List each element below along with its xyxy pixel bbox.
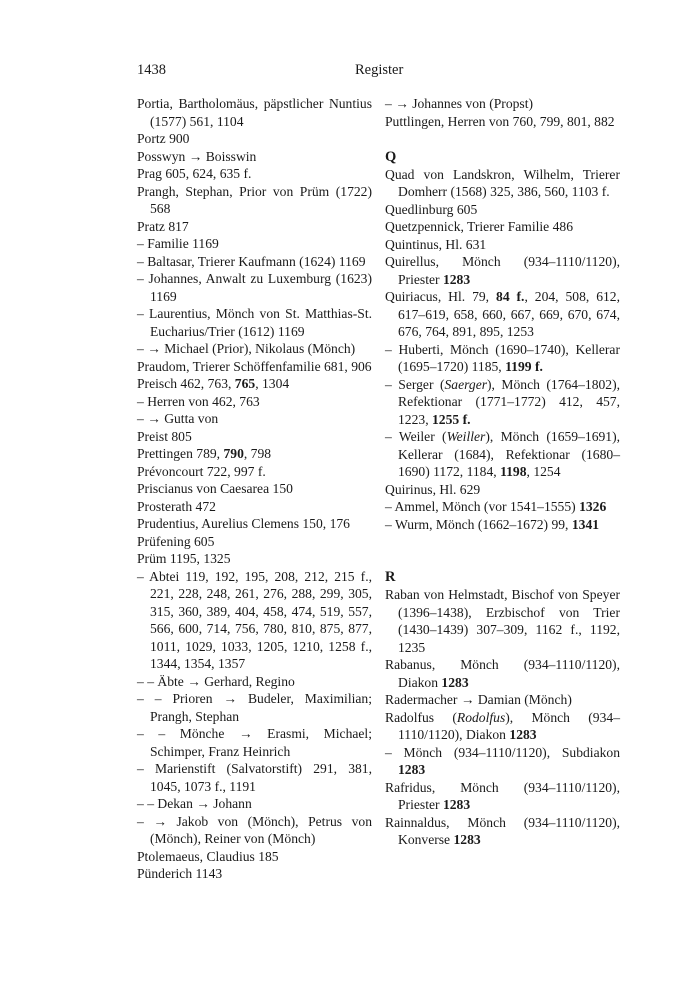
index-entry: Portz 900 — [137, 131, 190, 146]
index-entry: – Baltasar, Trierer Kaufmann (1624) 1169 — [137, 253, 366, 269]
index-entry: Praudom, Trierer Schöffenfamilie 681, 906 — [137, 358, 372, 374]
index-entry: Quirinus, Hl. 629 — [385, 481, 481, 497]
index-entry: – – Prioren → Budeler, Maximilian; Prangh, Stephan — [137, 691, 372, 724]
index-entry: Portia, Bartholomäus, päpstlicher Nuntius (1577) 561, 1104 — [137, 96, 372, 129]
index-entry: Pratz 817 — [137, 218, 189, 234]
index-entry: Prettingen 789, 790, 798 — [137, 446, 272, 461]
index-entry: – → Jakob von (Mönch), Petrus von (Mönch), Reiner von (Mönch) — [137, 813, 372, 846]
index-entry: Preist 805 — [137, 428, 192, 444]
index-entry: – Wurm, Mönch (1662–1672) 99, 1341 — [385, 516, 600, 532]
index-column-right — [385, 95, 620, 849]
index-entry: – Serger (Saerger), Mönch (1764–1802), Refektionar (1771–1772) 412, 457, 1223, 1255 f. — [385, 376, 621, 427]
index-entry: – Marienstift (Salvatorstift) 291, 381, 1045, 1073 f., 1191 — [137, 761, 372, 794]
index-entry: – Huberti, Mönch (1690–1740), Kellerar (1695–1720) 1185, 1199 f. — [385, 341, 620, 374]
index-entry: – Weiler (Weiller), Mönch (1659–1691), Kellerar (1684), Refektionar (1680–1690) 1172, 1184, 1198, 1254 — [385, 429, 621, 479]
page-number: 1438 — [137, 62, 166, 78]
index-entry: – Ammel, Mönch (vor 1541–1555) 1326 — [385, 499, 607, 514]
index-entry: Radolfus (Rodolfus), Mönch (934–1110/1120), Diakon 1283 — [385, 709, 620, 742]
index-entry: Radermacher → Damian (Mönch) — [385, 692, 572, 707]
index-entry: – Mönch (934–1110/1120), Subdiakon 1283 — [385, 744, 620, 777]
index-entry: Pünderich 1143 — [137, 866, 223, 881]
index-entry: Quirellus, Mönch (934–1110/1120), Priester 1283 — [385, 254, 620, 287]
index-entry: – Laurentius, Mönch von St. Matthias-St. Eucharius/Trier (1612) 1169 — [137, 306, 372, 339]
index-entry: – – Mönche → Erasmi, Michael; Schimper, Franz Heinrich — [137, 726, 372, 759]
index-entry: – Johannes, Anwalt zu Luxemburg (1623) 1169 — [137, 271, 372, 304]
index-entry: Quiriacus, Hl. 79, 84 f., 204, 508, 612, 617–619, 658, 660, 667, 669, 670, 674, 676, 764, 891, 895, 1253 — [385, 289, 621, 339]
index-entry: Prüm 1195, 1325 — [137, 551, 231, 566]
index-entry: Prosterath 472 — [137, 498, 216, 514]
index-entry: – → Gutta von — [137, 411, 219, 426]
index-entry: – Herren von 462, 763 — [137, 393, 260, 409]
index-entry: Quedlinburg 605 — [385, 201, 478, 217]
section-spacer — [385, 551, 620, 569]
index-entry: Prangh, Stephan, Prior von Prüm (1722) 568 — [137, 183, 372, 216]
running-title: Register — [355, 62, 404, 78]
index-entry: – → Michael (Prior), Nikolaus (Mönch) — [137, 341, 356, 356]
index-entry: Rabanus, Mönch (934–1110/1120), Diakon 1283 — [385, 657, 620, 690]
section-spacer — [385, 533, 620, 551]
index-entry: – – Dekan → Johann — [137, 796, 252, 811]
index-entry: Preisch 462, 763, 765, 1304 — [137, 376, 290, 391]
index-entry: Ptolemaeus, Claudius 185 — [137, 848, 279, 864]
index-entry: – Familie 1169 — [137, 236, 219, 251]
index-entry: Prüfening 605 — [137, 533, 215, 549]
index-entry: Posswyn → Boisswin — [137, 148, 257, 164]
index-entry: Prévoncourt 722, 997 f. — [137, 463, 266, 479]
index-entry: Rainnaldus, Mönch (934–1110/1120), Konverse 1283 — [385, 814, 620, 847]
index-entry: Raban von Helmstadt, Bischof von Speyer (1396–1438), Erzbischof von Trier (1430–1439) 307–309, 1162 f., 1192, 1235 — [385, 587, 620, 655]
index-entry: Priscianus von Caesarea 150 — [137, 481, 293, 496]
index-entry: – – Äbte → Gerhard, Regino — [137, 673, 295, 689]
section-letter: R — [385, 569, 396, 585]
index-column-left — [137, 95, 372, 883]
index-entry: Quad von Landskron, Wilhelm, Trierer Domherr (1568) 325, 386, 560, 1103 f. — [385, 166, 620, 199]
index-entry: Quintinus, Hl. 631 — [385, 236, 487, 252]
index-entry: Quetzpennick, Trierer Familie 486 — [385, 219, 574, 234]
section-spacer — [385, 130, 620, 148]
index-entry: Puttlingen, Herren von 760, 799, 801, 882 — [385, 113, 615, 129]
index-entry: – Abtei 119, 192, 195, 208, 212, 215 f., 221, 228, 248, 261, 276, 288, 299, 305, 315, 360, 389, 404, 458, 474, 519, 557, 566, 600, 714, 756, 780, 810, 875, 877, 1011, 1029, 1033, 1205, 1210, 1258 f., 1344, 1354, 1357 — [137, 568, 372, 671]
index-entry: Prag 605, 624, 635 f. — [137, 166, 252, 181]
index-entry: Prudentius, Aurelius Clemens 150, 176 — [137, 516, 350, 531]
section-letter: Q — [385, 148, 397, 165]
index-entry: Rafridus, Mönch (934–1110/1120), Priester 1283 — [385, 779, 620, 812]
index-entry: – → Johannes von (Propst) — [385, 96, 534, 111]
